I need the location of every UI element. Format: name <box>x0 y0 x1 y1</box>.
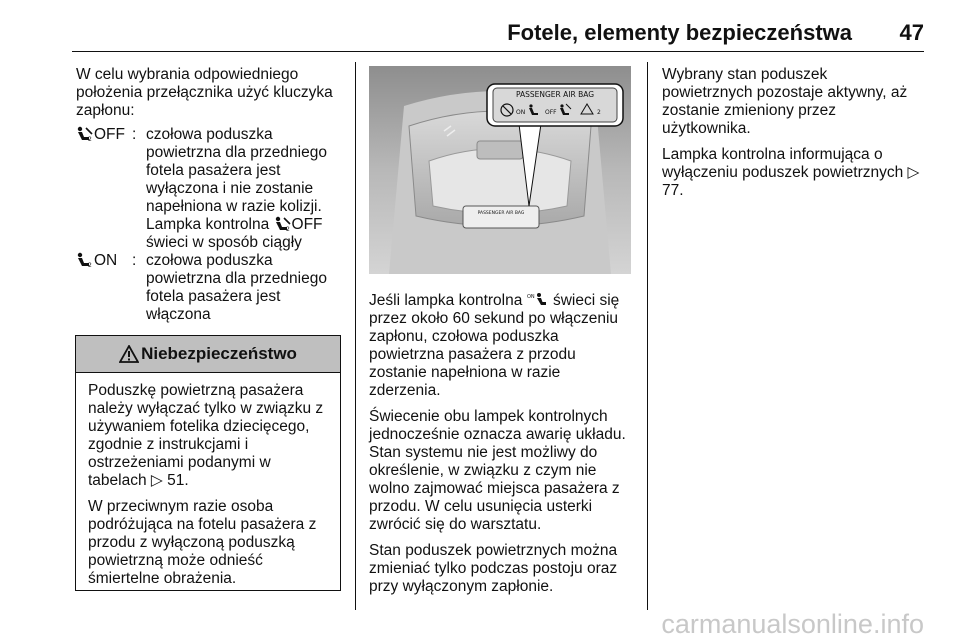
column-divider-2 <box>647 62 648 610</box>
warning-body <box>76 373 340 588</box>
col2-paragraph-1: Jeśli lampka kontrolna ON świeci się przez około 60 sekund po włączeniu zapłonu, czołowa poduszka powietrzna pasażera z przodu zostanie napełniona w razie zderzenia. <box>369 292 620 399</box>
page-number: 47 <box>899 20 924 45</box>
definition-desc-off: czołowa poduszka powietrzna dla przedniego fotela pasażera jest wyłączona i nie zostanie napełniona w razie kolizji. Lampka kontrolna 2 OFF świeci w sposób ciągły <box>146 126 327 251</box>
warning-header <box>76 336 340 373</box>
airbag-off-icon-inline <box>274 216 292 232</box>
intro-paragraph: W celu wybrania odpowiedniego położenia przełącznika użyć kluczyka zapłonu: <box>76 66 333 119</box>
warning-title: Niebezpieczeństwo <box>141 344 297 363</box>
danger-warning-box <box>75 335 341 591</box>
svg-text:2: 2 <box>285 226 290 232</box>
warning-paragraph-2: W przeciwnym razie osoba podróżująca na fotelu pasażera z przodu z wyłączoną poduszką powietrzną może odnieść śmiertelne obrażenia. <box>88 498 317 587</box>
svg-text:2: 2 <box>88 262 92 268</box>
definition-off: 2 OFF : czołowa poduszka powietrzna dla przedniego fotela pasażera jest wyłączona i nie zostanie napełniona w razie kolizji. Lampka kontrolna 2 OFF świeci w sposób ciągły <box>76 126 342 252</box>
svg-text:OFF: OFF <box>545 109 557 116</box>
col2-paragraph-2: Świecenie obu lampek kontrolnych jednocześnie oznacza awarię układu. Stan systemu nie jest możliwy do określenie, w związku z czym nie wolno zajmować miejsca pasażera z przodu. W celu usunięcia usterki zwrócić się do warsztatu. <box>369 408 626 533</box>
svg-text:PASSENGER AIR BAG: PASSENGER AIR BAG <box>515 90 595 99</box>
page-reference-arrow-icon: ▷ <box>150 472 163 489</box>
warning-triangle-icon <box>119 345 139 363</box>
page-reference[interactable]: 77. <box>662 182 684 199</box>
definition-term-off: 2 OFF <box>76 126 132 252</box>
svg-text:2: 2 <box>597 109 601 116</box>
column-2 <box>369 292 635 596</box>
column-1 <box>76 66 342 324</box>
page-reference[interactable]: 51. <box>167 472 189 489</box>
definition-on: 2 ON : czołowa poduszka powietrzna dla przedniego fotela pasażera jest włączona <box>76 252 342 324</box>
airbag-on-icon <box>76 252 94 268</box>
airbag-switch-illustration <box>369 66 631 274</box>
col3-paragraph-1: Wybrany stan poduszek powietrznych pozostaje aktywny, aż zostanie zmieniony przez użytkownika. <box>662 66 908 137</box>
warning-paragraph-1: Poduszkę powietrzną pasażera należy wyłączać tylko w związku z używaniem fotelika dziecięcego, zgodnie z instrukcjami i ostrzeżeniami podanymi w tabelach ▷ 51. <box>88 382 324 489</box>
column-divider-1 <box>355 62 356 610</box>
definition-term-on: 2 ON <box>76 252 132 324</box>
airbag-on-indicator-icon <box>527 292 549 308</box>
header-divider <box>72 51 924 52</box>
svg-text:PASSENGER AIR BAG: PASSENGER AIR BAG <box>477 211 525 216</box>
illustration-svg <box>369 66 631 274</box>
page-header-title: Fotele, elementy bezpieczeństwa <box>507 20 852 45</box>
definition-desc-on: czołowa poduszka powietrzna dla przedniego fotela pasażera jest włączona <box>146 252 327 323</box>
svg-text:2: 2 <box>88 136 92 142</box>
col3-paragraph-2: Lampka kontrolna informująca o wyłączeniu poduszek powietrznych ▷ 77. <box>662 146 920 199</box>
column-3 <box>662 66 922 200</box>
page-reference-arrow-icon: ▷ <box>907 164 920 181</box>
watermark: carmanualsonline.info <box>661 609 924 639</box>
col2-paragraph-3: Stan poduszek powietrznych można zmieniać tylko podczas postoju oraz przy wyłączonym zapłonie. <box>369 542 618 595</box>
svg-text:ON: ON <box>516 109 526 116</box>
svg-text:ON: ON <box>526 294 535 300</box>
airbag-off-icon <box>76 126 94 142</box>
